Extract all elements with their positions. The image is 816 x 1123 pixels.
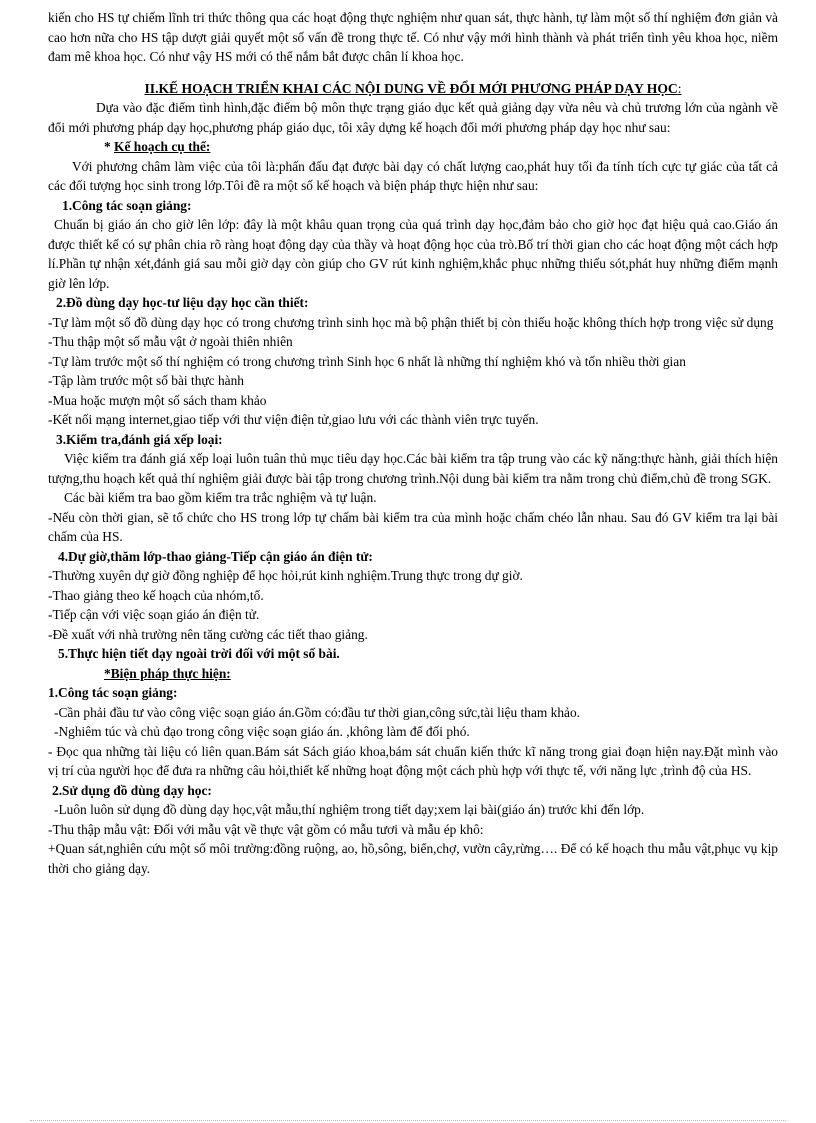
document-page <box>48 8 778 878</box>
plan-item-4-heading: 4.Dự giờ,thăm lớp-thao giảng-Tiếp cận giáo án điện tử: <box>58 548 373 564</box>
measures-item-1-heading: 1.Công tác soạn giảng: <box>48 685 178 700</box>
section-title: II.KẾ HOẠCH TRIỂN KHAI CÁC NỘI DUNG VỀ ĐỔI MỚI PHƯƠNG PHÁP DẠY HỌC <box>144 80 678 96</box>
measures-item-1-line-2: -Nghiêm túc và chủ đạo trong công việc soạn giáo án. ,không làm để đối phó. <box>54 724 470 739</box>
page-bottom-rule <box>30 1120 786 1121</box>
plan-item-2-line-4: -Tập làm trước một số bài thực hành <box>48 373 244 388</box>
plan-item-4-line-4: -Đề xuất với nhà trường nên tăng cường các tiết thao giảng. <box>48 626 368 642</box>
plan-item-2-line-1: -Tự làm một số đồ dùng dạy học có trong chương trình sinh học mà bộ phận thiết bị còn thiếu hoặc không thích hợp trong việc sử dụng <box>48 314 774 330</box>
measures-item-2-line-2: -Thu thập mẫu vật: Đối với mẫu vật về thực vật gồm có mẫu tươi và mẫu ép khô: <box>48 821 484 837</box>
measures-item-2-line-1: -Luôn luôn sử dụng đồ dùng dạy học,vật mẫu,thí nghiệm trong tiết dạy;xem lại bài(giáo án) trước khi đến lớp. <box>54 802 645 817</box>
plan-item-3-line-2: Các bài kiểm tra bao gồm kiểm tra trắc nghiệm và tự luận. <box>64 490 377 505</box>
measures-item-2-heading: 2.Sử dụng đồ dùng dạy học: <box>52 782 212 798</box>
plan-item-2-line-5: -Mua hoặc mượn một số sách tham khảo <box>48 392 267 408</box>
measures-item-1-line-1: -Cần phải đầu tư vào công việc soạn giáo án.Gồm có:đầu tư thời gian,công sức,tài liệu tham khảo. <box>54 704 581 720</box>
plan-item-4-line-2: -Thao giảng theo kế hoạch của nhóm,tổ. <box>48 587 264 603</box>
plan-item-3-line-1: Việc kiểm tra đánh giá xếp loại luôn tuân thủ mục tiêu dạy học.Các bài kiểm tra tập trung vào các kỹ năng:thực hành, giải thích hiện tượng,thu hoạch kết quả thí nghiệm giải được bài tập trong chương trình.Nội dung bài kiểm tra nằm trong chủ điểm,chủ đề trong SGK. <box>48 451 778 486</box>
section-paragraph: Dựa vào đặc điểm tình hình,đặc điểm bộ môn thực trạng giáo dục kết quả giảng dạy vừa nêu và chủ trương lớn của ngành về đổi mới phương pháp dạy học,phương pháp giáo dục, tôi xây dựng kế hoạch đổi mới phương pháp dạy học như sau: <box>48 100 778 135</box>
measures-item-2-line-3: +Quan sát,nghiên cứu một số môi trường:đồng ruộng, ao, hồ,sông, biển,chợ, vườn cây,rừng…. Để có kế hoạch thu mẫu vật,phục vụ kịp thời cho giảng dạy. <box>48 841 778 876</box>
plan-item-5-heading: 5.Thực hiện tiết dạy ngoài trời đối với một số bài. <box>58 646 340 661</box>
measures-title: *Biện pháp thực hiện: <box>104 665 231 681</box>
measures-item-1-line-3: - Đọc qua những tài liệu có liên quan.Bám sát Sách giáo khoa,bám sát chuẩn kiến thức kĩ năng trong giai đoạn hiện nay.Đặt mình vào vị trí của người học để đưa ra những câu hỏi,thiết kế những hoạt động một cách phù hợp với thực tế, với năng lực ,trình độ của HS. <box>48 743 778 778</box>
plan-item-4-line-3: -Tiếp cận với việc soạn giáo án điện tử. <box>48 607 260 622</box>
plan-item-3-heading: 3.Kiểm tra,đánh giá xếp loại: <box>56 431 223 447</box>
plan-item-1-heading: 1.Công tác soạn giảng: <box>62 197 192 213</box>
plan-item-3-line-3: -Nếu còn thời gian, sẽ tổ chức cho HS trong lớp tự chấm bài kiểm tra của mình hoặc chấm chéo lẫn nhau. Sau đó GV kiểm tra lại bài chấm của HS. <box>48 509 778 544</box>
plan-star: * <box>104 139 115 154</box>
plan-item-4-line-1: -Thường xuyên dự giờ đồng nghiệp để học hỏi,rút kinh nghiệm.Trung thực trong dự giờ. <box>48 568 523 583</box>
section-heading <box>48 79 778 99</box>
plan-item-2-line-6: -Kết nối mạng internet,giao tiếp với thư viện điện tử,giao lưu với các thành viên trực tuyến. <box>48 412 539 427</box>
intro-paragraph: kiến cho HS tự chiếm lĩnh tri thức thông qua các hoạt động thực nghiệm như quan sát, thực hành, tự làm một số thí nghiệm đơn giản và cao hơn nữa cho HS tập dượt giải quyết một số vấn đề trong thực tế. Có như vậy mới hình thành và phát triển tình yêu khoa học, niềm đam mê khoa học. Có như vậy HS mới có thể nắm bắt được chân lí khoa học. <box>48 10 778 64</box>
plan-item-2-line-2: -Thu thập một số mẫu vật ở ngoài thiên nhiên <box>48 334 293 349</box>
plan-heading <box>48 137 778 157</box>
measures-heading <box>48 664 778 684</box>
section-title-colon: : <box>677 80 682 96</box>
plan-title: Kế hoạch cụ thể: <box>114 139 211 154</box>
plan-item-2-heading: 2.Đồ dùng dạy học-tư liệu dạy học cần thiết: <box>56 295 309 310</box>
plan-item-2-line-3: -Tự làm trước một số thí nghiệm có trong chương trình Sinh học 6 nhất là những thí nghiệm khó và tốn nhiều thời gian <box>48 353 686 369</box>
plan-paragraph: Với phương châm làm việc của tôi là:phấn đấu đạt được bài dạy có chất lượng cao,phát huy tối đa tính tích cực tự giác của tất cả các đối tượng học sinh trong lớp.Tôi đề ra một số kế hoạch và biện pháp thực hiện như sau: <box>48 158 778 193</box>
plan-item-1-line-1: Chuẩn bị giáo án cho giờ lên lớp: đây là một khâu quan trọng của quá trình dạy học,đảm bảo cho giờ học đạt hiệu quả cao.Giáo án được thiết kế có sự phân chia rõ ràng hoạt động dạy của thầy và hoạt động học của trò.Bố trí thời gian cho các hoạt động một cách hợp lí.Phần tự nhận xét,đánh giá sau mỗi giờ dạy còn giúp cho GV rút kinh nghiệm,khắc phục những thiếu sót,phát huy những điểm mạnh giờ lên lớp. <box>48 217 778 291</box>
